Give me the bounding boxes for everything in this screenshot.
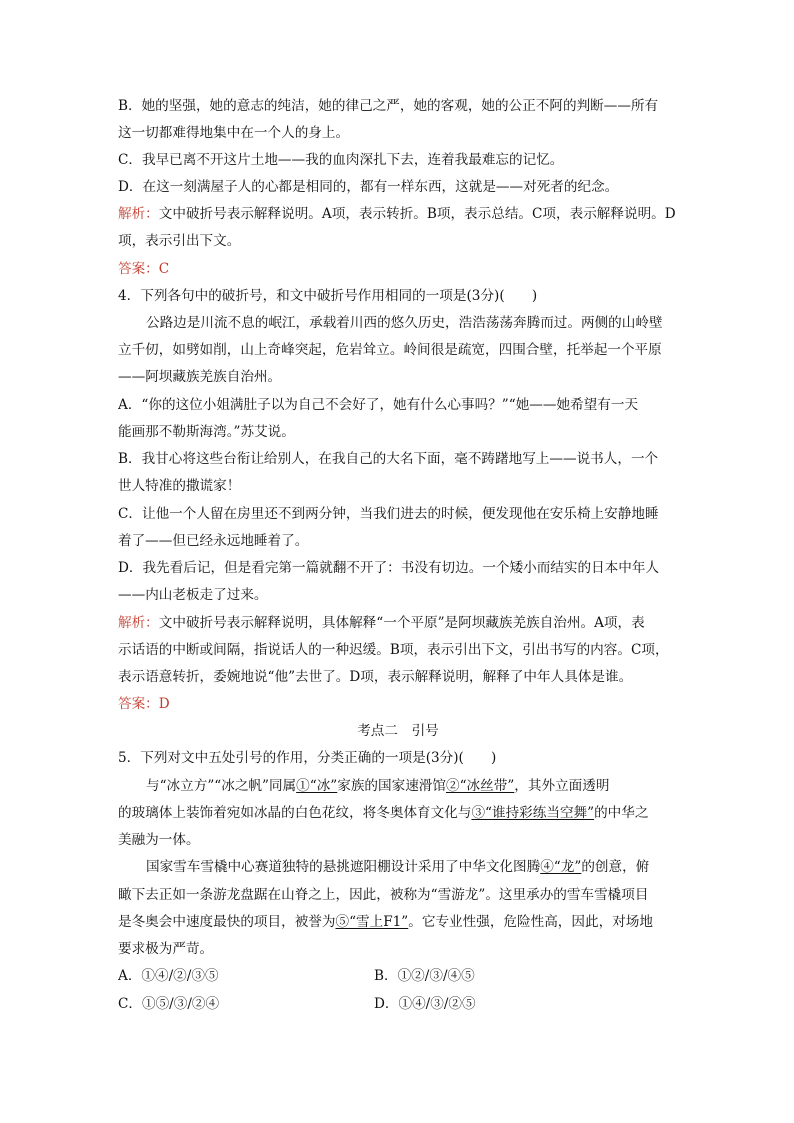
q4-analysis-line-3: 表示语意转折，委婉地说“他”去世了。D项，表示解释说明，解释了中年人具体是谁。: [118, 669, 633, 685]
q5-text: 的创意，俯: [581, 859, 650, 875]
q4-option-b-line-2: 世人特准的撒谎家！: [118, 478, 241, 494]
q5-passage-line-5: 瞰下去正如一条游龙盘踞在山脊之上，因此，被称为“雪游龙”。这里承办的雪车雪橇项目: [118, 887, 649, 903]
q4-option-d-line-2: ——内山老板走了过来。: [118, 587, 268, 603]
q5-option-c: C．①⑤/③/②④: [118, 996, 220, 1012]
quote-mark-4: ④“龙”: [540, 859, 582, 875]
option-c-line: C．我早已离不开这片土地——我的血肉深扎下去，连着我最难忘的记忆。: [118, 152, 564, 168]
q5-text: 家族的国家速滑馆: [337, 778, 446, 794]
option-b-line-2: 这一切都难得地集中在一个人的身上。: [118, 125, 350, 141]
analysis-label: 解析：: [118, 206, 159, 222]
q5-text: 的中华之: [594, 805, 649, 821]
q4-passage-line-2: 立千仞，如劈如削，山上奇峰突起，危岩耸立。岭间很是疏宽，四围合壁，托举起一个平原: [118, 342, 662, 358]
q4-answer-label: 答案：: [118, 696, 159, 712]
q4-analysis-line-2: 示话语的中断或间隔，指说话人的一种迟缓。B项，表示引出下文，引出书写的内容。C项，: [118, 642, 669, 658]
q5-text: 的玻璃体上装饰着宛如冰晶的白色花纹，将冬奥体育文化与: [118, 805, 472, 821]
q4-option-c-line-1: C．让他一个人留在房里还不到两分钟，当我们进去的时候，便发现他在安乐椅上安静地睡: [118, 506, 659, 522]
q4-analysis-label: 解析：: [118, 615, 159, 631]
q5-passage-line-2: [118, 803, 678, 823]
question-5-stem: 5．下列对文中五处引号的作用，分类正确的一项是(3分)( ): [118, 750, 497, 766]
q5-passage-line-6: [118, 912, 678, 932]
q4-passage-line-1: 公路边是川流不息的岷江，承载着川西的悠久历史，浩浩荡荡奔腾而过。两侧的山岭壁: [146, 315, 663, 331]
q4-option-a-line-1: A．“你的这位小姐满肚子以为自己不会好了，她有什么心事吗？”“她——她希望有一天: [118, 397, 639, 413]
q5-text: 与“冰立方”“冰之帆”同属: [146, 778, 297, 794]
q4-option-c-line-2: 着了——但已经永远地睡着了。: [118, 533, 309, 549]
q5-option-b: B．①②/③/④⑤: [374, 968, 475, 984]
q4-option-b-line-1: B．我甘心将这些台衔让给别人，在我自己的大名下面，毫不踌躇地写上——说书人，一个: [118, 451, 659, 467]
answer-label: 答案：: [118, 261, 159, 277]
q4-option-d-line-1: D．我先看后记，但是看完第一篇就翻不开了：书没有切边。一个矮小而结实的日本中年人: [118, 560, 660, 576]
option-d-line: D．在这一刻满屋子人的心都是相同的，都有一样东西，这就是——对死者的纪念。: [118, 179, 619, 195]
quote-mark-5: ⑤“雪上F1”: [335, 914, 409, 930]
q5-passage-line-4: [146, 857, 678, 877]
analysis-text: 文中破折号表示解释说明。A项，表示转折。B项，表示总结。C项，表示解释说明。D: [158, 206, 676, 222]
q4-analysis-text: 文中破折号表示解释说明，具体解释“一个平原”是阿坝藏族羌族自治州。A项，表: [158, 615, 645, 631]
q5-text: ，其外立面透明: [514, 778, 610, 794]
question-4-stem: 4．下列各句中的破折号，和文中破折号作用相同的一项是(3分)( ): [118, 288, 538, 304]
quote-mark-3: ③“谁持彩练当空舞”: [471, 805, 595, 821]
q4-answer-line: [118, 694, 678, 714]
q4-analysis-line-1: [118, 613, 678, 633]
quote-mark-2: ②“冰丝带”: [446, 778, 515, 794]
q5-passage-line-7: 要求极为严苛。: [118, 941, 214, 957]
option-b-line-1: B．她的坚强，她的意志的纯洁，她的律己之严，她的客观，她的公正不阿的判断——所有: [118, 98, 659, 114]
q5-text: 是冬奥会中速度最快的项目，被誉为: [118, 914, 336, 930]
q5-option-d: D．①④/③/②⑤: [374, 996, 476, 1012]
section-title: 考点二 引号: [357, 723, 439, 739]
q5-option-a: A．①④/②/③⑤: [118, 968, 219, 984]
answer-line: [118, 259, 678, 279]
analysis-line-1: [118, 204, 678, 224]
q5-text: 国家雪车雪橇中心赛道独特的悬挑遮阳棚设计采用了中华文化图腾: [146, 859, 541, 875]
q5-text: 。它专业性强，危险性高，因此，对场地: [408, 914, 653, 930]
q5-passage-line-1: [146, 776, 678, 796]
quote-mark-1: ①“冰”: [296, 778, 338, 794]
q4-passage-line-3: ——阿坝藏族羌族自治州。: [118, 369, 282, 385]
answer-value: C: [158, 261, 170, 277]
q4-answer-value: D: [158, 696, 170, 712]
q4-option-a-line-2: 能画那不勒斯海湾。”苏艾说。: [118, 424, 295, 440]
q5-passage-line-3: 美融为一体。: [118, 832, 200, 848]
analysis-line-2: 项，表示引出下文。: [118, 233, 241, 249]
